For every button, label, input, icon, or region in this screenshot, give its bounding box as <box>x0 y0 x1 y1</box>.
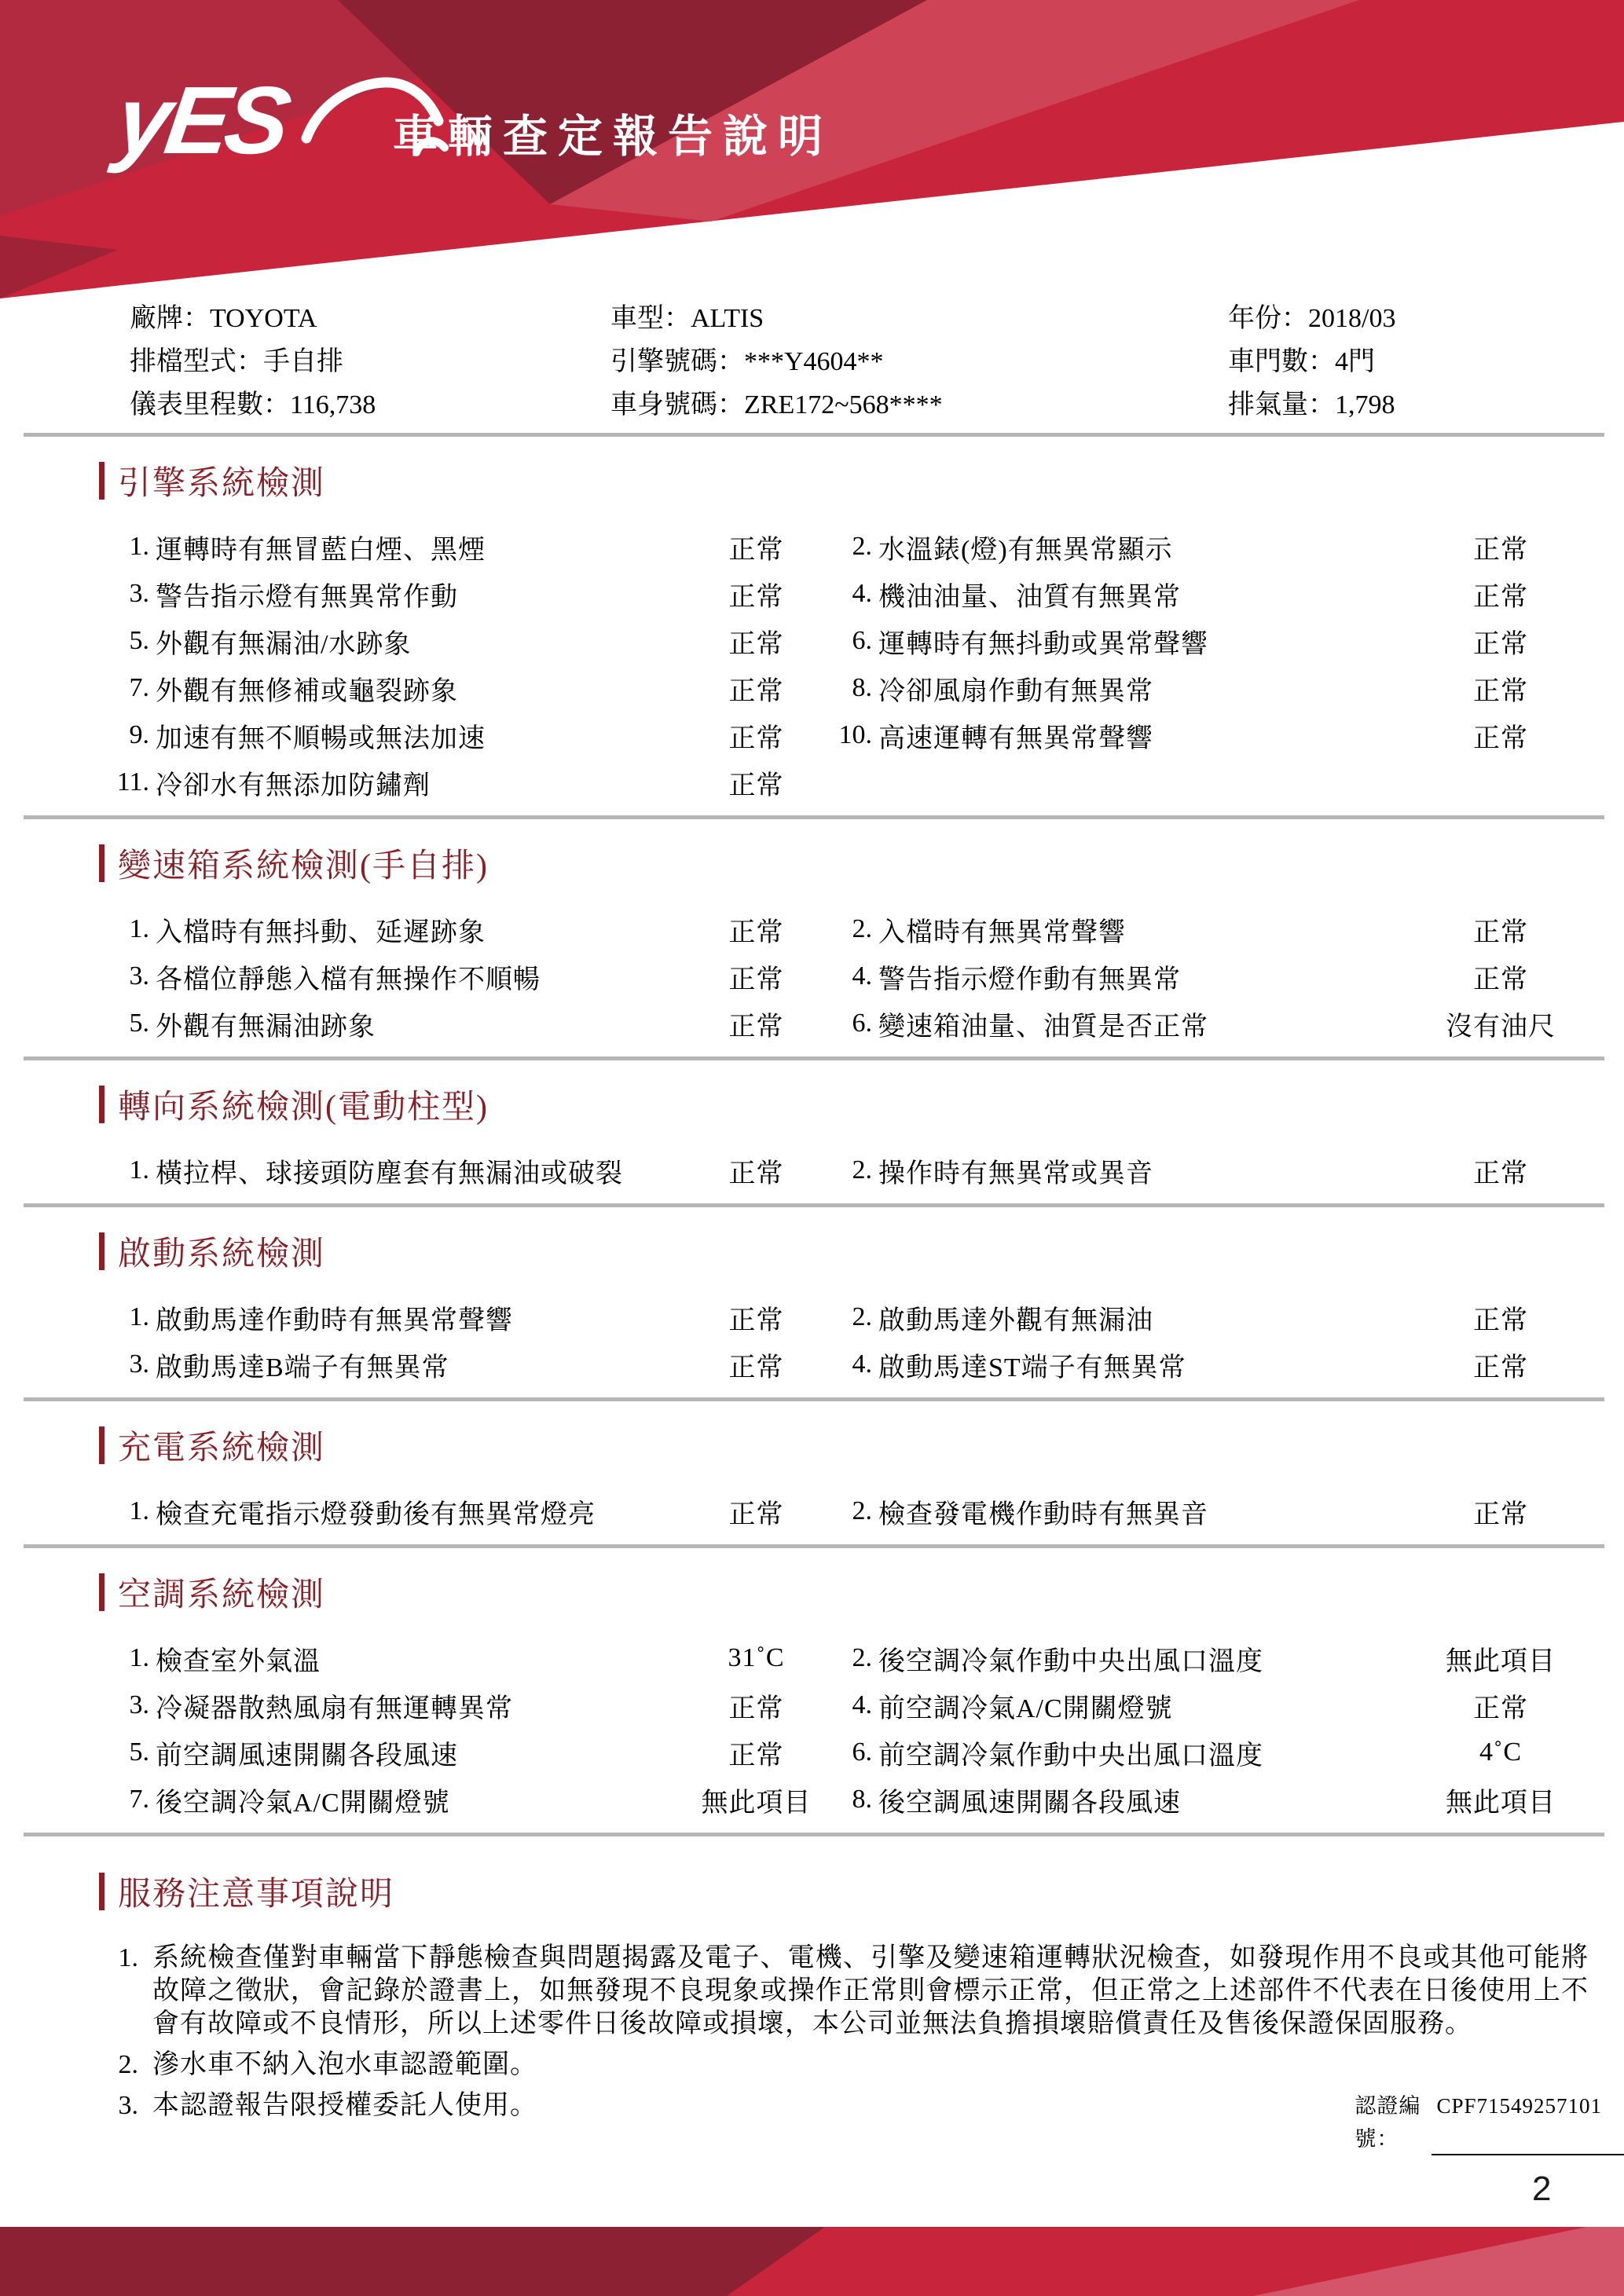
item-text: 各檔位靜態入檔有無操作不順暢 <box>156 965 541 994</box>
inspection-status: 31˚C <box>728 1643 785 1672</box>
inspection-row <box>0 1635 1624 1682</box>
info-label: 引擎號碼 <box>610 347 717 376</box>
info-field <box>130 340 610 383</box>
section-title: 啟動系統檢測 <box>118 1236 326 1273</box>
inspection-item <box>102 716 687 755</box>
item-text: 變速箱油量、油質是否正常 <box>878 1012 1208 1042</box>
inspection-status: 正常 <box>728 629 784 659</box>
item-number: 2. <box>852 1155 872 1185</box>
inspection-status: 正常 <box>1473 1500 1528 1529</box>
section-title-bar <box>99 1573 104 1611</box>
item-text: 冷卻水有無添加防鏽劑 <box>156 771 431 800</box>
item-text: 入檔時有無抖動、延遲跡象 <box>156 917 486 947</box>
info-value: 手自排 <box>263 347 343 376</box>
inspection-item <box>102 958 687 996</box>
inspection-status: 正常 <box>728 917 784 947</box>
item-text: 檢查充電指示燈發動後有無異常燈亮 <box>156 1500 596 1529</box>
section-divider <box>24 1397 1604 1401</box>
info-colon: ： <box>1308 390 1335 419</box>
inspection-item <box>102 1346 687 1384</box>
item-number: 4. <box>852 579 872 608</box>
inspection-row <box>0 1776 1624 1823</box>
info-value: 4門 <box>1335 347 1375 376</box>
item-number: 4. <box>852 1349 872 1379</box>
inspection-status: 正常 <box>728 535 784 565</box>
item-number: 3. <box>129 579 149 608</box>
inspection-status: 正常 <box>728 1741 784 1771</box>
inspection-status: 正常 <box>728 1159 784 1188</box>
inspection-status: 正常 <box>728 1694 784 1723</box>
info-colon: ： <box>1281 304 1308 333</box>
section-title: 充電系統檢測 <box>118 1430 326 1467</box>
info-label: 車型 <box>610 304 664 333</box>
section-divider <box>24 1833 1604 1836</box>
inspection-status: 正常 <box>728 723 784 753</box>
inspection-item <box>102 1734 687 1772</box>
info-colon: ： <box>1308 347 1335 376</box>
inspection-status: 正常 <box>1473 917 1528 947</box>
inspection-status: 正常 <box>728 1500 784 1529</box>
note-text: 本認證報告限授權委託人使用。 <box>152 2091 537 2120</box>
section-title-row <box>99 1569 1624 1616</box>
item-text: 前空調冷氣作動中央出風口溫度 <box>878 1741 1263 1771</box>
inspection-item <box>825 1639 1422 1678</box>
item-number: 3. <box>129 1349 149 1379</box>
item-number: 5. <box>129 626 149 655</box>
section-title-row <box>99 1422 1624 1469</box>
inspection-section <box>0 1081 1624 1207</box>
inspection-row <box>0 523 1624 570</box>
item-number: 1. <box>129 1302 149 1331</box>
inspection-row <box>0 1341 1624 1388</box>
inspection-row <box>0 1147 1624 1194</box>
item-text: 橫拉桿、球接頭防塵套有無漏油或破裂 <box>156 1159 623 1188</box>
note-item <box>0 2089 1624 2155</box>
info-field <box>1228 340 1624 383</box>
section-rows <box>0 1147 1624 1194</box>
item-text: 外觀有無修補或龜裂跡象 <box>156 676 458 706</box>
info-label: 排檔型式 <box>130 347 236 376</box>
inspection-item <box>102 1492 687 1531</box>
item-number: 6. <box>852 626 872 655</box>
page-title: 車輛查定報告說明 <box>393 112 833 162</box>
cert-number-label: 認證編號： <box>1355 2094 1421 2151</box>
item-text: 運轉時有無抖動或異常聲響 <box>878 629 1208 659</box>
inspection-item <box>825 910 1422 949</box>
inspection-row <box>0 570 1624 617</box>
inspection-status: 正常 <box>1473 1694 1528 1723</box>
section-rows <box>0 1294 1624 1388</box>
item-number: 4. <box>852 961 872 991</box>
item-number: 2. <box>852 1643 872 1672</box>
inspection-section <box>0 1228 1624 1401</box>
note-number: 1. <box>118 1943 138 1972</box>
info-label: 車身號碼 <box>610 390 717 419</box>
item-text: 外觀有無漏油/水跡象 <box>156 629 412 659</box>
section-title-bar <box>99 462 104 500</box>
inspection-section <box>0 840 1624 1060</box>
info-label: 儀表里程數 <box>130 390 263 419</box>
item-text: 檢查發電機作動時有無異音 <box>878 1500 1208 1529</box>
inspection-item <box>825 575 1422 613</box>
sections <box>0 457 1624 1836</box>
item-number: 5. <box>129 1738 149 1767</box>
inspection-item <box>102 764 687 802</box>
info-value: 116,738 <box>290 390 376 419</box>
section-title: 轉向系統檢測(電動柱型) <box>118 1089 489 1126</box>
item-number: 1. <box>129 914 149 943</box>
inspection-item <box>825 1734 1422 1772</box>
section-rows <box>0 1488 1624 1535</box>
item-number: 1. <box>129 1643 149 1672</box>
note-text: 系統檢查僅對車輛當下靜態檢查與問題揭露及電子、電機、引擎及變速箱運轉狀況檢查，如發現作用不良或其他可能將故障之徵狀，會記錄於證書上，如無發現不良現象或操作正常則會標示正常，但正常之上述部件不代表在日後使用上不會有故障或不良情形，所以上述零件日後故障或損壞，本公司並無法負擔損壞賠償責任及售後保證保固服務。 <box>152 1943 1589 2038</box>
inspection-row <box>0 617 1624 665</box>
info-colon: ： <box>717 347 744 376</box>
inspection-status: 正常 <box>728 1353 784 1382</box>
info-value: 2018/03 <box>1308 304 1396 333</box>
inspection-section <box>0 457 1624 819</box>
inspection-row <box>0 953 1624 1000</box>
item-number: 2. <box>852 532 872 561</box>
info-label: 車門數 <box>1228 347 1308 376</box>
section-title-row <box>99 1228 1624 1275</box>
inspection-row <box>0 759 1624 806</box>
item-text: 高速運轉有無異常聲響 <box>878 723 1153 753</box>
section-title-bar <box>99 1426 104 1464</box>
inspection-item <box>825 1492 1422 1531</box>
inspection-item <box>825 1686 1422 1725</box>
inspection-item <box>825 1152 1422 1190</box>
inspection-item <box>102 575 687 613</box>
item-text: 運轉時有無冒藍白煙、黑煙 <box>156 535 486 565</box>
item-text: 啟動馬達外觀有無漏油 <box>878 1305 1153 1335</box>
inspection-row <box>0 1682 1624 1729</box>
info-colon: ： <box>664 304 691 333</box>
item-number: 7. <box>129 673 149 702</box>
inspection-row <box>0 1488 1624 1535</box>
item-text: 加速有無不順暢或無法加速 <box>156 723 486 753</box>
inspection-item <box>825 716 1422 755</box>
inspection-status: 正常 <box>1473 1305 1528 1335</box>
inspection-status: 正常 <box>728 965 784 994</box>
inspection-item <box>825 1298 1422 1337</box>
item-text: 前空調冷氣A/C開關燈號 <box>878 1694 1173 1723</box>
inspection-row <box>0 1294 1624 1341</box>
section-rows <box>0 906 1624 1047</box>
inspection-status: 正常 <box>1473 1353 1528 1382</box>
inspection-status: 正常 <box>1473 965 1528 994</box>
section-title: 空調系統檢測 <box>118 1577 326 1613</box>
item-number: 10. <box>838 720 872 749</box>
item-number: 3. <box>129 961 149 991</box>
info-field <box>610 340 1228 383</box>
info-label: 排氣量 <box>1228 390 1308 419</box>
note-text: 滲水車不納入泡水車認證範圍。 <box>152 2050 537 2079</box>
note-item <box>0 2049 1624 2082</box>
notes-title-row <box>99 1868 1624 1915</box>
inspection-section <box>0 1422 1624 1548</box>
item-text: 啟動馬達B端子有無異常 <box>156 1353 449 1382</box>
inspection-item <box>102 528 687 566</box>
item-text: 後空調風速開關各段風速 <box>878 1788 1181 1818</box>
brand-logo-text: yES <box>110 67 293 174</box>
item-text: 冷卻風扇作動有無異常 <box>878 676 1153 706</box>
inspection-status: 沒有油尺 <box>1446 1012 1556 1042</box>
section-divider <box>24 1544 1604 1548</box>
inspection-item <box>102 1298 687 1337</box>
info-colon: ： <box>717 390 744 419</box>
section-divider <box>24 1056 1604 1060</box>
item-text: 冷凝器散熱風扇有無運轉異常 <box>156 1694 513 1723</box>
item-number: 1. <box>129 532 149 561</box>
info-field <box>130 297 610 340</box>
inspection-status: 正常 <box>1473 1159 1528 1188</box>
section-rows <box>0 1635 1624 1823</box>
inspection-status: 無此項目 <box>1446 1788 1556 1818</box>
item-text: 後空調冷氣A/C開關燈號 <box>156 1788 450 1818</box>
inspection-status: 正常 <box>728 1012 784 1042</box>
item-number: 1. <box>129 1155 149 1185</box>
item-number: 2. <box>852 1496 872 1525</box>
inspection-status: 正常 <box>728 676 784 706</box>
item-number: 6. <box>852 1009 872 1038</box>
inspection-status: 正常 <box>1473 723 1528 753</box>
section-title-row <box>99 1081 1624 1128</box>
info-field <box>130 383 610 427</box>
info-colon: ： <box>236 347 263 376</box>
inspection-status: 正常 <box>1473 629 1528 659</box>
inspection-row <box>0 1000 1624 1047</box>
section-divider <box>24 433 1604 437</box>
inspection-item <box>825 1346 1422 1384</box>
notes-section <box>0 1868 1624 2155</box>
notes-list <box>0 1942 1624 2155</box>
item-number: 1. <box>129 1496 149 1525</box>
inspection-item <box>102 669 687 708</box>
info-field <box>1228 383 1624 427</box>
inspection-status: 正常 <box>728 771 784 800</box>
inspection-status: 正常 <box>728 1305 784 1335</box>
inspection-status: 正常 <box>1473 676 1528 706</box>
item-number: 9. <box>129 720 149 749</box>
section-rows <box>0 523 1624 806</box>
notes-title-bar <box>99 1873 104 1910</box>
item-text: 警告指示燈作動有無異常 <box>878 965 1181 994</box>
item-text: 後空調冷氣作動中央出風口溫度 <box>878 1646 1263 1676</box>
inspection-item <box>102 1639 687 1678</box>
item-text: 外觀有無漏油跡象 <box>156 1012 376 1042</box>
inspection-status: 4˚C <box>1479 1738 1522 1767</box>
inspection-row <box>0 712 1624 759</box>
info-value: 1,798 <box>1335 390 1395 419</box>
inspection-item <box>825 1005 1422 1043</box>
item-number: 6. <box>852 1738 872 1767</box>
item-text: 檢查室外氣溫 <box>156 1646 321 1676</box>
section-title: 變速箱系統檢測(手自排) <box>118 848 489 884</box>
item-text: 水溫錶(燈)有無異常顯示 <box>878 535 1173 565</box>
inspection-item <box>825 958 1422 996</box>
section-title-row <box>99 840 1624 887</box>
inspection-item <box>102 1686 687 1725</box>
inspection-status: 無此項目 <box>1446 1646 1556 1676</box>
item-number: 2. <box>852 1302 872 1331</box>
section-divider <box>24 815 1604 819</box>
inspection-item <box>102 1152 687 1190</box>
item-number: 3. <box>129 1690 149 1719</box>
inspection-item <box>825 669 1422 708</box>
inspection-row <box>0 665 1624 712</box>
inspection-item <box>102 1781 687 1819</box>
item-number: 8. <box>852 1785 872 1814</box>
section-divider <box>24 1203 1604 1207</box>
item-number: 5. <box>129 1009 149 1038</box>
info-field <box>610 297 1228 340</box>
inspection-row <box>0 1729 1624 1776</box>
item-text: 操作時有無異常或異音 <box>878 1159 1153 1188</box>
info-value: ***Y4604** <box>744 347 884 376</box>
section-title-bar <box>99 844 104 882</box>
footer-banner <box>0 2227 1624 2296</box>
item-number: 7. <box>129 1785 149 1814</box>
item-text: 啟動馬達ST端子有無異常 <box>878 1353 1186 1382</box>
inspection-item <box>825 1781 1422 1819</box>
info-field <box>610 383 1228 427</box>
inspection-status: 正常 <box>728 582 784 612</box>
item-text: 警告指示燈有無異常作動 <box>156 582 458 612</box>
inspection-status: 正常 <box>1473 535 1528 565</box>
info-colon: ： <box>263 390 290 419</box>
info-colon: ： <box>183 304 210 333</box>
report-body <box>0 297 1624 2155</box>
inspection-status: 無此項目 <box>701 1788 812 1818</box>
inspection-item <box>825 622 1422 661</box>
notes-title: 服務注意事項說明 <box>118 1877 395 1913</box>
info-value: TOYOTA <box>210 304 317 333</box>
inspection-item <box>825 528 1422 566</box>
inspection-item <box>102 622 687 661</box>
info-value: ALTIS <box>691 304 764 333</box>
item-number: 11. <box>116 767 149 796</box>
page-number: 2 <box>1532 2170 1552 2208</box>
info-label: 廠牌 <box>130 304 183 333</box>
inspection-item <box>102 910 687 949</box>
item-number: 2. <box>852 914 872 943</box>
cert-number: CPF71549257101 <box>1432 2089 1624 2155</box>
inspection-section <box>0 1569 1624 1836</box>
item-text: 啟動馬達作動時有無異常聲響 <box>156 1305 513 1335</box>
brand-logo <box>110 67 385 179</box>
section-title-row <box>99 457 1624 504</box>
section-title: 引擎系統檢測 <box>118 466 326 502</box>
item-number: 4. <box>852 1690 872 1719</box>
info-field <box>1228 297 1624 340</box>
info-label: 年份 <box>1228 304 1281 333</box>
vehicle-info <box>0 297 1624 427</box>
item-text: 機油油量、油質有無異常 <box>878 582 1181 612</box>
inspection-status: 正常 <box>1473 582 1528 612</box>
section-title-bar <box>99 1086 104 1123</box>
info-value: ZRE172~568**** <box>744 390 943 419</box>
inspection-item <box>102 1005 687 1043</box>
inspection-row <box>0 906 1624 953</box>
item-text: 前空調風速開關各段風速 <box>156 1741 458 1771</box>
note-item <box>0 1942 1624 2041</box>
item-number: 8. <box>852 673 872 702</box>
note-number: 2. <box>118 2050 138 2079</box>
note-number: 3. <box>118 2091 138 2120</box>
item-text: 入檔時有無異常聲響 <box>878 917 1126 947</box>
section-title-bar <box>99 1232 104 1270</box>
